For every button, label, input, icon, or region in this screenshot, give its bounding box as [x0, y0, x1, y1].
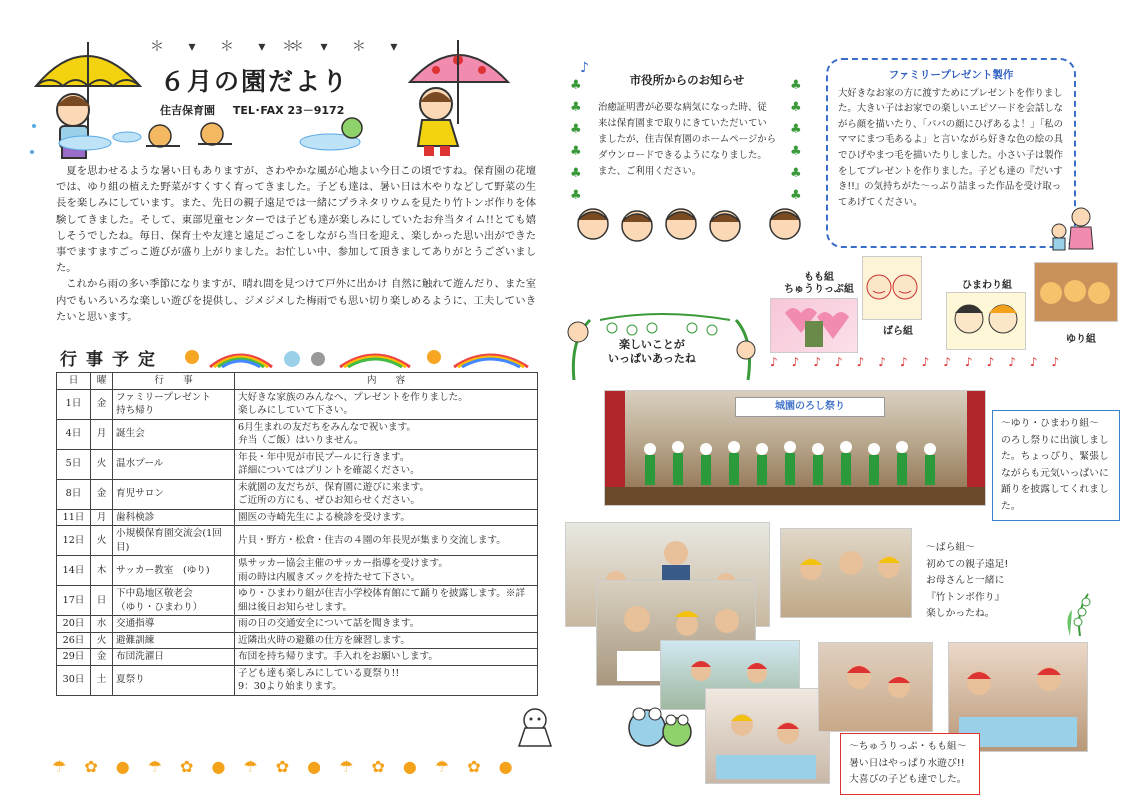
schedule-content: 年長・年中児が市民プールに行きます。 詳細についてはプリントを確認ください。	[235, 449, 538, 479]
intro-paragraph: これから雨の多い季節になりますが、晴れ間を見つけて戸外に出かけ 自然に触れて遊んだり、また室内でもいろいろな楽しい遊びを提供し、ジメジメした梅雨でも思い切り楽しめるように、工夫していきたいと思います。	[56, 278, 536, 323]
schedule-content: 未就園の友だちが、保育園に遊びに来ます。 ご近所の方にも、ぜひお知らせください。	[235, 479, 538, 509]
schedule-day: 1日	[57, 389, 91, 419]
schedule-event: 避難訓練	[113, 632, 235, 649]
schedule-content: 片貝・野方・松倉・住吉の４園の年長児が集まり交流します。	[235, 526, 538, 556]
schedule-dow: 月	[91, 419, 113, 449]
header-content: 内 容	[235, 373, 538, 390]
newsletter-header	[160, 62, 360, 118]
schedule-event: ファミリープレゼント 持ち帰り	[113, 389, 235, 419]
schedule-dow: 月	[91, 509, 113, 526]
bottom-decoration-strip: ☂✿●☂✿●☂✿●☂✿●☂✿●	[52, 757, 531, 776]
schedule-content: 子ども達も楽しみにしている夏祭り!! 9：30より始まります。	[235, 665, 538, 695]
noroshi-caption: ～ゆり・ひまわり組～ のろし祭りに出演しました。ちょっぴり、緊張しながらも元気いっぱいに踊りを披露してくれました。	[992, 410, 1120, 521]
artwork-himawari-photo	[946, 292, 1026, 350]
schedule-dow: 火	[91, 449, 113, 479]
schedule-event: 誕生会	[113, 419, 235, 449]
cherry-decoration: ♪♪♪♪♪♪♪♪♪♪♪♪♪♪	[770, 355, 1074, 369]
table-row	[57, 632, 538, 649]
family-present-box	[826, 58, 1076, 248]
schedule-event: 夏祭り	[113, 665, 235, 695]
music-note-icon: ♪	[580, 60, 589, 76]
schedule-dow: 日	[91, 586, 113, 616]
schedule-title: 行事予定	[60, 350, 164, 370]
table-row	[57, 616, 538, 633]
schedule-dow: 金	[91, 479, 113, 509]
decor-stars-right: ＊ ▾ ＊ ▾	[282, 39, 408, 55]
schedule-event: サッカー教室 (ゆり)	[113, 556, 235, 586]
schedule-day: 11日	[57, 509, 91, 526]
rainbow-decoration	[180, 345, 540, 369]
bara-excursion-photo-3	[780, 528, 912, 618]
header-dow: 曜	[91, 373, 113, 390]
intro-paragraph: 夏を思わせるような暑い日もありますが、さわやかな風が心地よい今日この頃ですね。保育園の花壇では、ゆり組の植えた野菜がすくすく育ってきました。子ども達は、暑い日は木やりなどして野菜の生長を楽しみにしています。また、先日の親子遠足では一緒にプラネタリウムを見たり竹トンボ作りを体験してきました。そして、東部児童センターでは子ども達が楽しみにしていたお弁当タイム!!とても嬉しそうでしたね。毎日、保育士や友達と遠足ごっこをしながら当日を迎え、楽しかった思い出ができた事でますますごっこ遊びが盛り上がりました。お忙しい中、参加して頂きましてありがとうございました。	[56, 165, 536, 275]
schedule-event: 布団洗濯日	[113, 649, 235, 666]
schedule-dow: 水	[91, 616, 113, 633]
table-row	[57, 419, 538, 449]
kids-faces-illustration	[575, 198, 810, 248]
schedule-event: 育児サロン	[113, 479, 235, 509]
festival-banner: 城園のろし祭り	[735, 397, 885, 417]
label-momo-chulip: もも組 ちゅうりっぷ組	[784, 272, 854, 295]
family-body: 大好きなお家の方に渡すためにプレゼントを作りました。大きい子はお家での楽しいエピソードを会話しながら顔を描いたり、「パパの顔にひげあるよ！」「私のママにまつ毛あるよ」と言いながら好きな色の絵の具でひげやまつ毛を描いたりしました。小さい子は製作をしてプレゼントを作りました。子ども達の『だいすき!!』の気持ちがた～っぷり詰まった作品を受け取ってあげてください。	[838, 87, 1064, 208]
schedule-content: 雨の日の交通安全について話を聞きます。	[235, 616, 538, 633]
water-play-photo-3	[818, 642, 933, 732]
notice-title: 市役所からのお知らせ	[629, 73, 745, 87]
label-bara: ばら組	[883, 326, 913, 337]
schedule-dow: 金	[91, 649, 113, 666]
table-row	[57, 479, 538, 509]
schedule-dow: 土	[91, 665, 113, 695]
telfax-number: TEL･FAX 23－9172	[232, 104, 345, 117]
schedule-event: 下中島地区敬老会 （ゆり・ひまわり）	[113, 586, 235, 616]
page-title: ６月の園だより	[160, 67, 350, 96]
schedule-day: 14日	[57, 556, 91, 586]
table-row	[57, 556, 538, 586]
water-play-photo-2	[705, 688, 830, 784]
notice-body: 治癒証明書が必要な病気になった時、従来は保育園まで取りにきていただいていましたが、住吉保育園のホームページからダウンロードできるようになりました。また、ご利用ください。	[598, 102, 776, 177]
schedule-day: 26日	[57, 632, 91, 649]
schedule-event: 小規模保育園交流会(1回目)	[113, 526, 235, 556]
schedule-dow: 火	[91, 526, 113, 556]
schedule-day: 17日	[57, 586, 91, 616]
teru-teru-bozu-illustration	[515, 706, 555, 750]
lily-icon	[1060, 588, 1100, 638]
schedule-table	[56, 372, 538, 696]
fun-caption: 楽しいことが いっぱいあったね	[608, 338, 696, 365]
table-header-row	[57, 373, 538, 390]
schedule-event: 交通指導	[113, 616, 235, 633]
schedule-content: 園医の寺崎先生による検診を受けます。	[235, 509, 538, 526]
schedule-content: 布団を持ち帰ります。手入れをお願いします。	[235, 649, 538, 666]
schedule-content: 大好きな家族のみんなへ、プレゼントを作りました。 楽しみにしていて下さい。	[235, 389, 538, 419]
schedule-content: 近隣出火時の避難の仕方を練習します。	[235, 632, 538, 649]
schedule-day: 8日	[57, 479, 91, 509]
schedule-content: ゆり・ひまわり組が住吉小学校体育館にて踊りを披露します。※詳細は後日お知らせします。	[235, 586, 538, 616]
table-row	[57, 526, 538, 556]
header-day: 日	[57, 373, 91, 390]
table-row	[57, 389, 538, 419]
artwork-momo-photo	[770, 298, 858, 353]
water-play-caption: ～ちゅうりっぷ・もも組～ 暑い日はやっぱり水遊び!! 大喜びの子ども達でした。	[840, 733, 980, 795]
header-event: 行 事	[113, 373, 235, 390]
table-row	[57, 509, 538, 526]
label-yuri: ゆり組	[1066, 334, 1096, 345]
schedule-dow: 火	[91, 632, 113, 649]
table-row	[57, 586, 538, 616]
clover-border-right: ♣ ♣ ♣ ♣ ♣ ♣	[790, 78, 802, 203]
table-row	[57, 649, 538, 666]
label-himawari: ひまわり組	[962, 280, 1012, 291]
schedule-day: 30日	[57, 665, 91, 695]
school-name: 住吉保育園	[160, 104, 215, 117]
schedule-day: 5日	[57, 449, 91, 479]
schedule-event: 温水プール	[113, 449, 235, 479]
schedule-day: 4日	[57, 419, 91, 449]
artwork-yuri-photo	[1034, 262, 1118, 322]
schedule-dow: 金	[91, 389, 113, 419]
frog-characters-illustration	[625, 700, 695, 752]
clover-border-left: ♣ ♣ ♣ ♣ ♣ ♣	[570, 78, 582, 203]
table-row	[57, 449, 538, 479]
bara-caption: ～ばら組～ 初めての親子遠足! お母さんと一緒に 『竹トンボ作り』 楽しかったね。	[918, 535, 1036, 628]
artwork-bara-photo	[862, 256, 922, 320]
schedule-day: 20日	[57, 616, 91, 633]
schedule-dow: 木	[91, 556, 113, 586]
noroshi-festival-photo	[604, 390, 986, 506]
city-notice	[598, 72, 776, 180]
schedule-day: 29日	[57, 649, 91, 666]
family-hug-illustration	[1045, 205, 1097, 253]
girl-umbrella-illustration	[400, 34, 515, 159]
table-row	[57, 665, 538, 695]
schedule-content: 6月生まれの友だちをみんなで祝います。 弁当（ご飯）はいりません。	[235, 419, 538, 449]
puddle-illustration	[55, 125, 145, 155]
schedule-day: 12日	[57, 526, 91, 556]
family-title: ファミリープレゼント製作	[888, 69, 1014, 81]
intro-text	[56, 163, 536, 325]
schedule-content: 県サッカー協会主催のサッカー指導を受けます。 雨の時は内履きズックを持たせて下さい。	[235, 556, 538, 586]
schedule-event: 歯科検診	[113, 509, 235, 526]
decor-stars-left: ＊ ▾ ＊ ▾ ＊	[150, 39, 314, 55]
